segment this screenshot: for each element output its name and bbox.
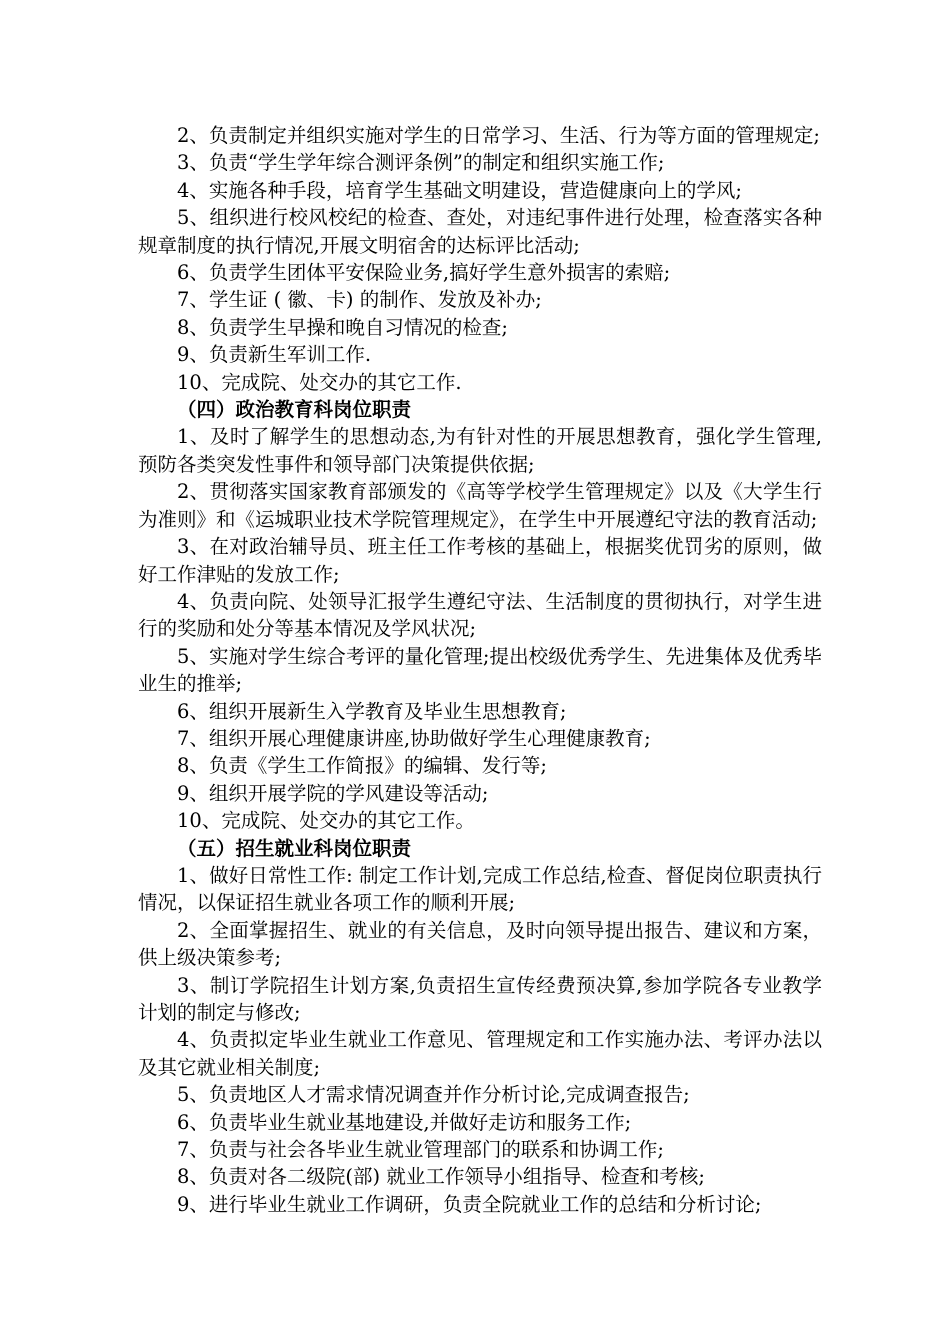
list-item: 1、及时了解学生的思想动态,为有针对性的开展思想教育，强化学生管理,预防各类突发性事件和领导部门决策提供依据;	[138, 425, 822, 476]
list-item: 6、负责学生团体平安保险业务,搞好学生意外损害的索赔;	[177, 261, 671, 285]
list-item: 8、负责对各二级院(部) 就业工作领导小组指导、检查和考核;	[177, 1165, 705, 1189]
list-item: 2、负责制定并组织实施对学生的日常学习、生活、行为等方面的管理规定;	[177, 124, 820, 147]
list-item: 2、全面掌握招生、就业的有关信息，及时向领导提出报告、建议和方案，供上级决策参考;	[138, 918, 822, 970]
list-item: 9、组织开展学院的学风建设等活动;	[177, 781, 489, 805]
list-item: 4、负责向院、处领导汇报学生遵纪守法、生活制度的贯彻执行，对学生进行的奖励和处分等基本情况及学风状况;	[138, 589, 822, 641]
list-item: 2、贯彻落实国家教育部颁发的《高等学校学生管理规定》以及《大学生行为准则》和《运城职业技术学院管理规定》，在学生中开展遵纪守法的教育活动;	[138, 480, 822, 531]
document-body	[138, 122, 822, 1218]
list-item: 3、负责“学生学年综合测评条例”的制定和组织实施工作;	[177, 151, 665, 175]
list-item: 1、做好日常性工作: 制定工作计划,完成工作总结,检查、督促岗位职责执行情况，以保证招生就业各项工作的顺利开展;	[138, 863, 822, 915]
list-item: 9、负责新生军训工作.	[177, 343, 372, 367]
list-item: 7、负责与社会各毕业生就业管理部门的联系和协调工作;	[177, 1138, 664, 1162]
list-item: 7、组织开展心理健康讲座,协助做好学生心理健康教育;	[177, 726, 651, 750]
list-item: 6、组织开展新生入学教育及毕业生思想教育;	[177, 699, 567, 723]
list-item: 10、完成院、处交办的其它工作.	[177, 370, 462, 394]
list-item: 5、实施对学生综合考评的量化管理;提出校级优秀学生、先进集体及优秀毕业生的推举;	[138, 644, 822, 696]
list-item: 6、负责毕业生就业基地建设,并做好走访和服务工作;	[177, 1110, 632, 1134]
list-item: 7、学生证 ( 徽、卡) 的制作、发放及补办;	[177, 288, 542, 312]
list-item: 8、负责《学生工作简报》的编辑、发行等;	[177, 754, 547, 778]
section-heading-political-education: （四）政治教育科岗位职责	[177, 398, 412, 422]
list-item: 3、制订学院招生计划方案,负责招生宣传经费预决算,参加学院各专业教学计划的制定与修改;	[138, 973, 822, 1024]
list-item: 9、进行毕业生就业工作调研，负责全院就业工作的总结和分析讨论;	[177, 1192, 762, 1216]
list-item: 10、完成院、处交办的其它工作。	[177, 809, 475, 833]
list-item: 5、组织进行校风校纪的检查、查处，对违纪事件进行处理，检查落实各种规章制度的执行情况,开展文明宿舍的达标评比活动;	[138, 206, 822, 257]
list-item: 5、负责地区人才需求情况调查并作分析讨论,完成调查报告;	[177, 1083, 690, 1107]
list-item: 4、实施各种手段，培育学生基础文明建设，营造健康向上的学风;	[177, 178, 742, 202]
list-item: 3、在对政治辅导员、班主任工作考核的基础上，根据奖优罚劣的原则，做好工作津贴的发放工作;	[138, 535, 822, 586]
list-item: 8、负责学生早操和晚自习情况的检查;	[177, 315, 508, 339]
list-item: 4、负责拟定毕业生就业工作意见、管理规定和工作实施办法、考评办法以及其它就业相关制度;	[138, 1028, 822, 1079]
section-heading-admissions-employment: （五）招生就业科岗位职责	[177, 836, 412, 860]
